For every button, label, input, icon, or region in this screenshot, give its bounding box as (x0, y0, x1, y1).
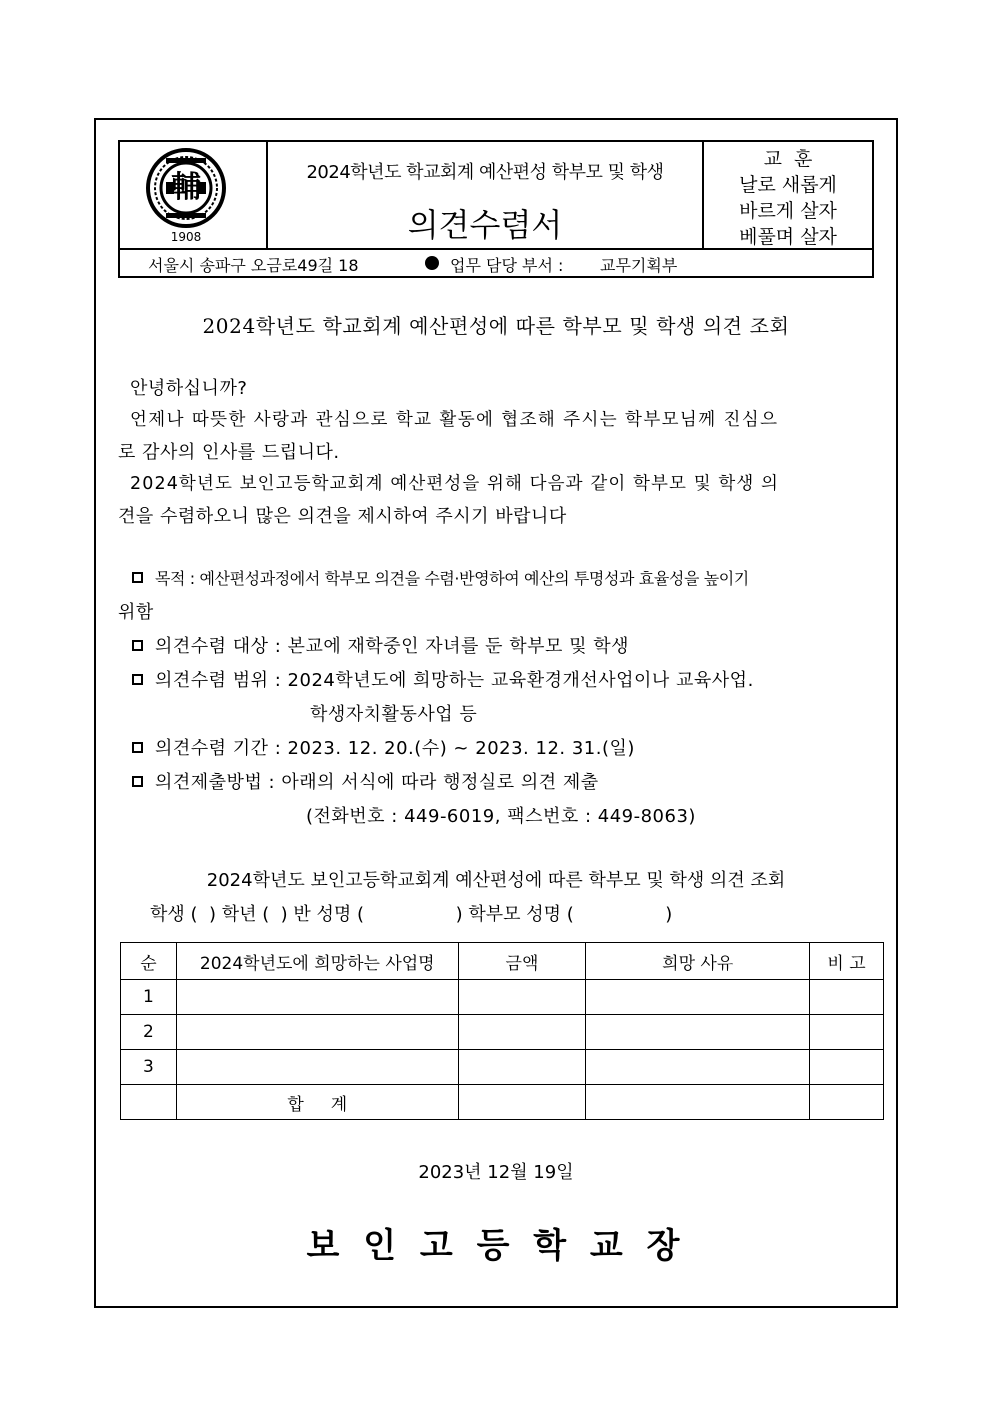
letterhead-title (268, 142, 704, 248)
item-scope: 의견수렴 범위 : 2024학년도에 희망하는 교육환경개선사업이나 교육사업. (118, 666, 878, 692)
notice-heading: 2024학년도 학교회계 예산편성에 따른 학부모 및 학생 의견 조회 (202, 314, 790, 338)
project-name-cell[interactable] (176, 980, 458, 1015)
total-amount-cell[interactable] (458, 1085, 586, 1120)
department-label: 업무 담당 부서 : (450, 256, 564, 275)
table-row (121, 1015, 884, 1050)
checkbox-icon (132, 776, 143, 787)
body-line: 언제나 따뜻한 사랑과 관심으로 학교 활동에 협조해 주시는 학부모님께 진심으 (130, 410, 779, 430)
school-logo (120, 142, 268, 248)
letterhead (118, 140, 874, 250)
body-line: 견을 수렴하오니 많은 의견을 제시하여 주시기 바랍니다 (118, 506, 567, 527)
amount-cell[interactable] (458, 980, 586, 1015)
column-header: 순 (121, 943, 177, 980)
column-header: 비 고 (810, 943, 884, 980)
amount-cell[interactable] (458, 1015, 586, 1050)
body-line: 로 감사의 인사를 드립니다. (118, 442, 340, 463)
reason-cell[interactable] (586, 980, 810, 1015)
table-row (121, 980, 884, 1015)
table-total-row (121, 1085, 884, 1120)
form-title: 2024학년도 보인고등학교회계 예산편성에 따른 학부모 및 학생 의견 조회 (206, 870, 786, 891)
row-number: 3 (121, 1050, 177, 1085)
checkbox-icon (132, 640, 143, 651)
total-label: 합 계 (176, 1085, 458, 1120)
row-number: 1 (121, 980, 177, 1015)
checkbox-icon (132, 742, 143, 753)
checkbox-icon (132, 674, 143, 685)
emblem-glyph: 輔 (171, 170, 201, 205)
title-line-2: 의견수렴서 (407, 206, 563, 244)
column-header: 희망 사유 (586, 943, 810, 980)
checkbox-icon (132, 572, 143, 583)
issue-date: 2023년 12월 19일 (418, 1162, 574, 1183)
motto-line: 바르게 살자 (739, 200, 837, 222)
project-name-cell[interactable] (176, 1050, 458, 1085)
item-purpose-cont: 위함 (118, 602, 154, 623)
amount-cell[interactable] (458, 1050, 586, 1085)
table-row (121, 1050, 884, 1085)
remarks-cell[interactable] (810, 980, 884, 1015)
motto-line: 날로 새롭게 (739, 174, 837, 196)
item-period: 의견수렴 기간 : 2023. 12. 20.(수) ~ 2023. 12. 31.(일) (118, 734, 878, 760)
total-remarks-cell[interactable] (810, 1085, 884, 1120)
greeting: 안녕하십니까? (130, 378, 248, 399)
address-bar (118, 250, 874, 278)
motto-label: 교 훈 (763, 148, 813, 170)
motto-line: 베풀며 살자 (739, 226, 837, 248)
bullet-dot-icon (425, 256, 439, 270)
total-reason-cell[interactable] (586, 1085, 810, 1120)
school-motto (704, 142, 872, 248)
table-header-row (121, 943, 884, 980)
item-contact: (전화번호 : 449-6019, 팩스번호 : 449-8063) (306, 806, 696, 827)
principal-signature: 보 인 고 등 학 교 장 (306, 1226, 686, 1266)
column-header: 2024학년도에 희망하는 사업명 (176, 943, 458, 980)
reason-cell[interactable] (586, 1050, 810, 1085)
row-number: 2 (121, 1015, 177, 1050)
student-info-line: 학생 ( ) 학년 ( ) 반 성명 ( ) 학부모 성명 ( ) (150, 904, 673, 925)
item-scope-cont: 학생자치활동사업 등 (310, 704, 478, 725)
remarks-cell[interactable] (810, 1015, 884, 1050)
empty-cell (121, 1085, 177, 1120)
item-target: 의견수렴 대상 : 본교에 재학중인 자녀를 둔 학부모 및 학생 (118, 632, 878, 658)
body-line: 2024학년도 보인고등학교회계 예산편성을 위해 다음과 같이 학부모 및 학생 의 (130, 474, 780, 494)
project-name-cell[interactable] (176, 1015, 458, 1050)
opinion-table (120, 942, 884, 1120)
item-purpose: 목적 : 예산편성과정에서 학부모 의견을 수렴·반영하여 예산의 투명성과 효율성을 높이기 (118, 566, 878, 589)
department-name: 교무기획부 (600, 256, 678, 275)
school-address: 서울시 송파구 오금로49길 18 (148, 256, 359, 275)
title-line-1: 2024학년도 학교회계 예산편성 학부모 및 학생 (306, 162, 664, 183)
reason-cell[interactable] (586, 1015, 810, 1050)
founding-year: 1908 (170, 230, 202, 244)
remarks-cell[interactable] (810, 1050, 884, 1085)
column-header: 금액 (458, 943, 586, 980)
item-method: 의견제출방법 : 아래의 서식에 따라 행정실로 의견 제출 (118, 768, 878, 794)
